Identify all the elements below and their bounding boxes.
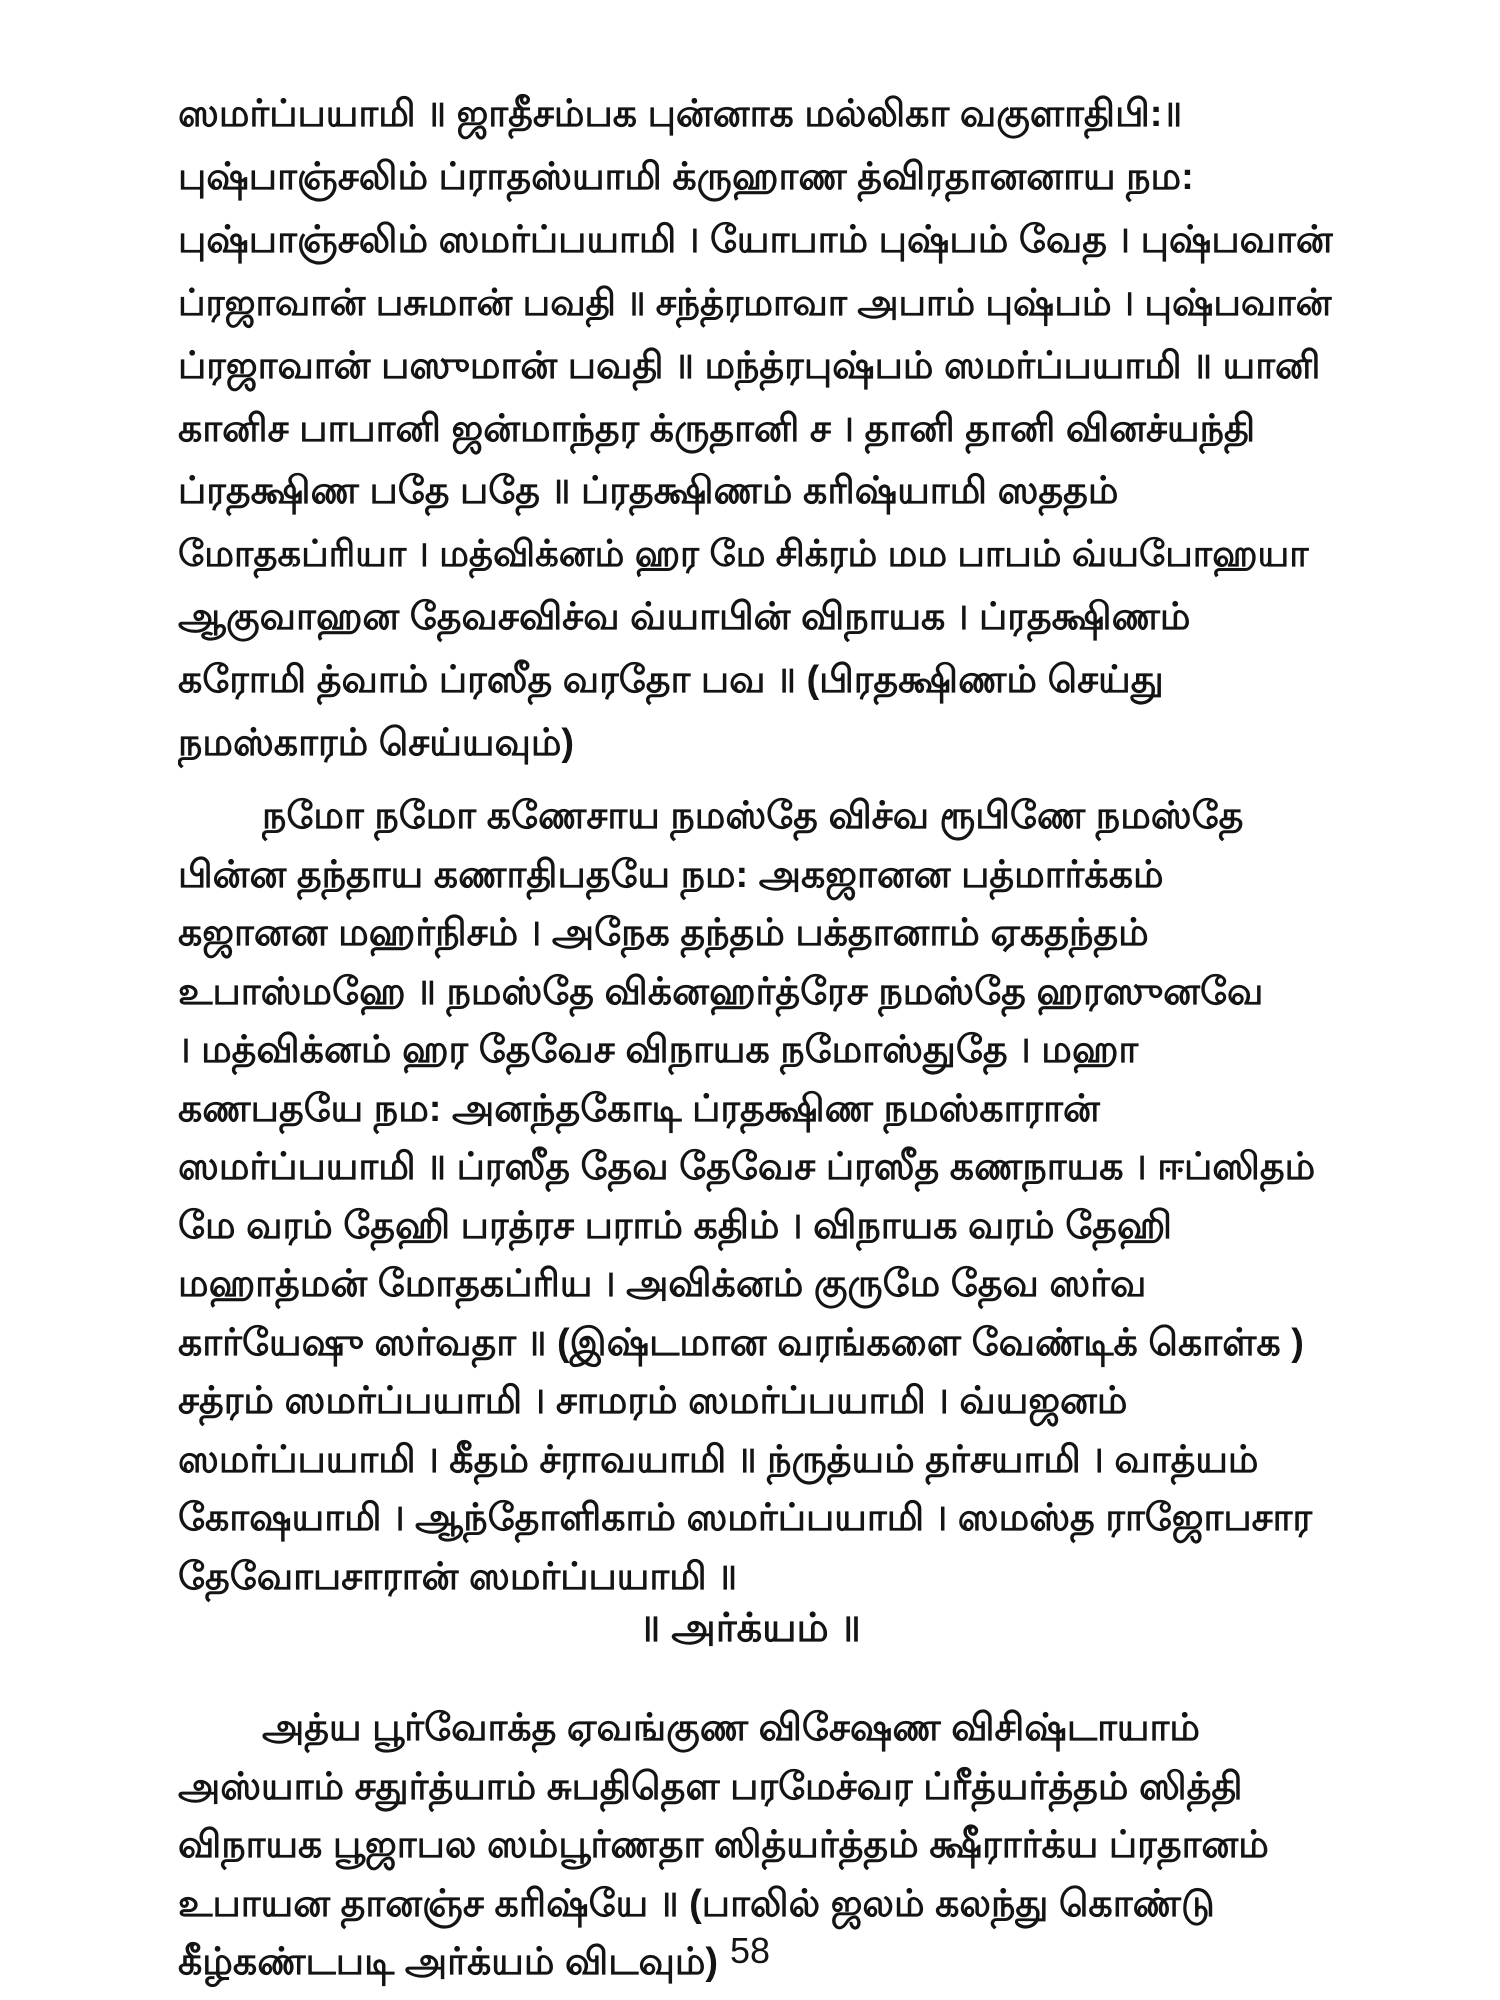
text-line: கணபதயே நம: அனந்தகோடி ப்ரதக்ஷிண நமஸ்காரான் [178, 1088, 1100, 1130]
text-line: கஜானன மஹர்நிசம் । அநேக தந்தம் பக்தானாம் ஏகதந்தம் [178, 912, 1149, 954]
text-line: மஹாத்மன் மோதகப்ரிய । அவிக்னம் குருமே தேவ ஸர்வ [178, 1263, 1147, 1305]
text-line: கீழ்கண்டபடி அர்க்யம் விடவும்) [178, 1941, 719, 1983]
text-line: அஸ்யாம் சதுர்த்யாம் சுபதிதௌ பரமேச்வர ப்ரீத்யர்த்தம் ஸித்தி [178, 1766, 1243, 1808]
text-line: ஸமர்ப்பயாமி । கீதம் ச்ராவயாமி ॥ ந்ருத்யம் தர்சயாமி । வாத்யம் [178, 1439, 1259, 1481]
text-line: புஷ்பாஞ்சலிம் ஸமர்ப்பயாமி । யோபாம் புஷ்பம் வேத । புஷ்பவான் [178, 219, 1333, 261]
page-number: 58 [729, 1930, 771, 1971]
text-line: உபாஸ்மஹே ॥ நமஸ்தே விக்னஹர்த்ரேச நமஸ்தே ஹரஸுனவே [178, 971, 1264, 1013]
text-line: நமோ நமோ கணேசாய நமஸ்தே விச்வ ரூபிணே நமஸ்தே [262, 795, 1244, 837]
text-line: கரோமி த்வாம் ப்ரஸீத வரதோ பவ ॥ (பிரதக்ஷிணம் செய்து [178, 659, 1164, 701]
text-line: ப்ரஜாவான் பஸுமான் பவதி ॥ மந்த்ரபுஷ்பம் ஸமர்ப்பயாமி ॥ யானி [178, 345, 1321, 387]
text-line: பின்ன தந்தாய கணாதிபதயே நம: அகஜானன பத்மார்க்கம் [178, 854, 1164, 896]
text-line: புஷ்பாஞ்சலிம் ப்ராதஸ்யாமி க்ருஹாண த்விரதானனாய நம: [178, 156, 1194, 198]
text-line: ப்ரஜாவான் பசுமான் பவதி ॥ சந்த்ரமாவா அபாம் புஷ்பம் । புஷ்பவான் [178, 282, 1332, 323]
text-line: கானிச பாபானி ஜன்மாந்தர க்ருதானி ச । தானி தானி வினச்யந்தி [178, 408, 1256, 450]
text-line: விநாயக பூஜாபல ஸம்பூர்ணதா ஸித்யர்த்தம் க்ஷீரார்க்ய ப்ரதானம் [178, 1824, 1269, 1866]
text-line: கோஷயாமி । ஆந்தோளிகாம் ஸமர்ப்பயாமி । ஸமஸ்த ராஜோபசார [178, 1497, 1313, 1539]
text-line: கார்யேஷு ஸர்வதா ॥ (இஷ்டமான வரங்களை வேண்டிக் கொள்க ) [178, 1322, 1304, 1364]
text-line: ஸமர்ப்பயாமி ॥ ப்ரஸீத தேவ தேவேச ப்ரஸீத கணநாயக । ஈப்ஸிதம் [178, 1146, 1316, 1188]
text-line: ப்ரதக்ஷிண பதே பதே ॥ ப்ரதக்ஷிணம் கரிஷ்யாமி ஸததம் [178, 470, 1119, 512]
text-line: ஸமர்ப்பயாமி ॥ ஜாதீசம்பக புன்னாக மல்லிகா வகுளாதிபி:॥ [178, 93, 1183, 135]
text-line: அத்ய பூர்வோக்த ஏவங்குண விசேஷண விசிஷ்டாயாம் [262, 1707, 1200, 1749]
text-line: உபாயன தானஞ்ச கரிஷ்யே ॥ (பாலில் ஜலம் கலந்து கொண்டு [178, 1883, 1215, 1925]
text-line: மோதகப்ரியா । மத்விக்னம் ஹர மே சிக்ரம் மம பாபம் வ்யபோஹயா [178, 533, 1309, 574]
text-line: ஆகுவாஹன தேவசவிச்வ வ்யாபின் விநாயக । ப்ரதக்ஷிணம் [178, 596, 1191, 638]
section-heading-arghyam: ॥ அர்க்யம் ॥ [639, 1606, 861, 1650]
text-line: । மத்விக்னம் ஹர தேவேச விநாயக நமோஸ்துதே । மஹா [178, 1029, 1139, 1071]
text-line: மே வரம் தேஹி பரத்ரச பராம் கதிம் । விநாயக வரம் தேஹி [178, 1205, 1173, 1247]
text-line: சத்ரம் ஸமர்ப்பயாமி । சாமரம் ஸமர்ப்பயாமி । வ்யஜனம் [178, 1380, 1128, 1422]
text-line: நமஸ்காரம் செய்யவும்) [178, 722, 575, 764]
text-line: தேவோபசாரான் ஸமர்ப்பயாமி ॥ [178, 1556, 738, 1598]
